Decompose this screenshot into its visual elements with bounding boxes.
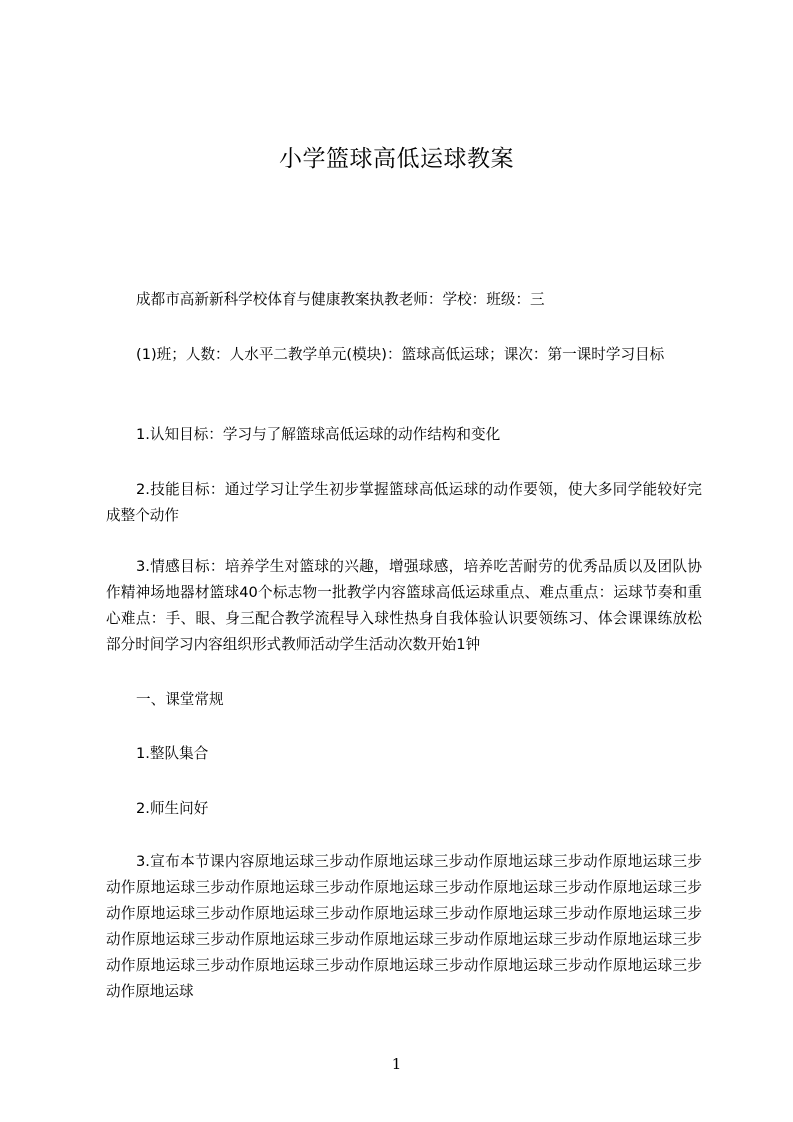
- document-title: 小学篮球高低运球教案: [279, 146, 514, 172]
- page-number: 1: [391, 1055, 402, 1073]
- paragraph-header-school: 成都市高新新科学校体育与健康教案执教老师：学校：班级：三: [136, 291, 545, 308]
- paragraph-emotional-goal: 3.情感目标：培养学生对篮球的兴趣，增强球感，培养吃苦耐劳的优秀品质以及团队协作精神场地器材篮球40个标志物一批教学内容篮球高低运球重点、难点重点：运球节奏和重心难点：手、眼、身三配合教学流程导入球性热身自我体验认识要领练习、体会课课练放松部分时间学习内容组织形式教师活动学生活动次数开始1钟: [106, 558, 702, 653]
- list-item-announce-content: 3.宣布本节课内容原地运球三步动作原地运球三步动作原地运球三步动作原地运球三步动作原地运球三步动作原地运球三步动作原地运球三步动作原地运球三步动作原地运球三步动作原地运球三步动作原地运球三步动作原地运球三步动作原地运球三步动作原地运球三步动作原地运球三步动作原地运球三步动作原地运球三步动作原地运球三步动作原地运球三步动作原地运球三步动作原地运球三步动作原地运球三步动作原地运球三步动作原地运球三步动作原地运球: [106, 853, 702, 1000]
- paragraph-skill-goal: 2.技能目标：通过学习让学生初步掌握篮球高低运球的动作要领，使大多同学能较好完成整个动作: [106, 481, 702, 524]
- paragraph-cognitive-goal: 1.认知目标：学习与了解篮球高低运球的动作结构和变化: [136, 426, 501, 443]
- section-heading-classroom-routine: 一、课堂常规: [136, 691, 224, 708]
- list-item-assemble: 1.整队集合: [136, 745, 209, 762]
- paragraph-class-info: (1)班；人数：人水平二教学单元(模块)：篮球高低运球；课次：第一课时学习目标: [136, 346, 665, 363]
- list-item-greeting: 2.师生问好: [136, 800, 209, 817]
